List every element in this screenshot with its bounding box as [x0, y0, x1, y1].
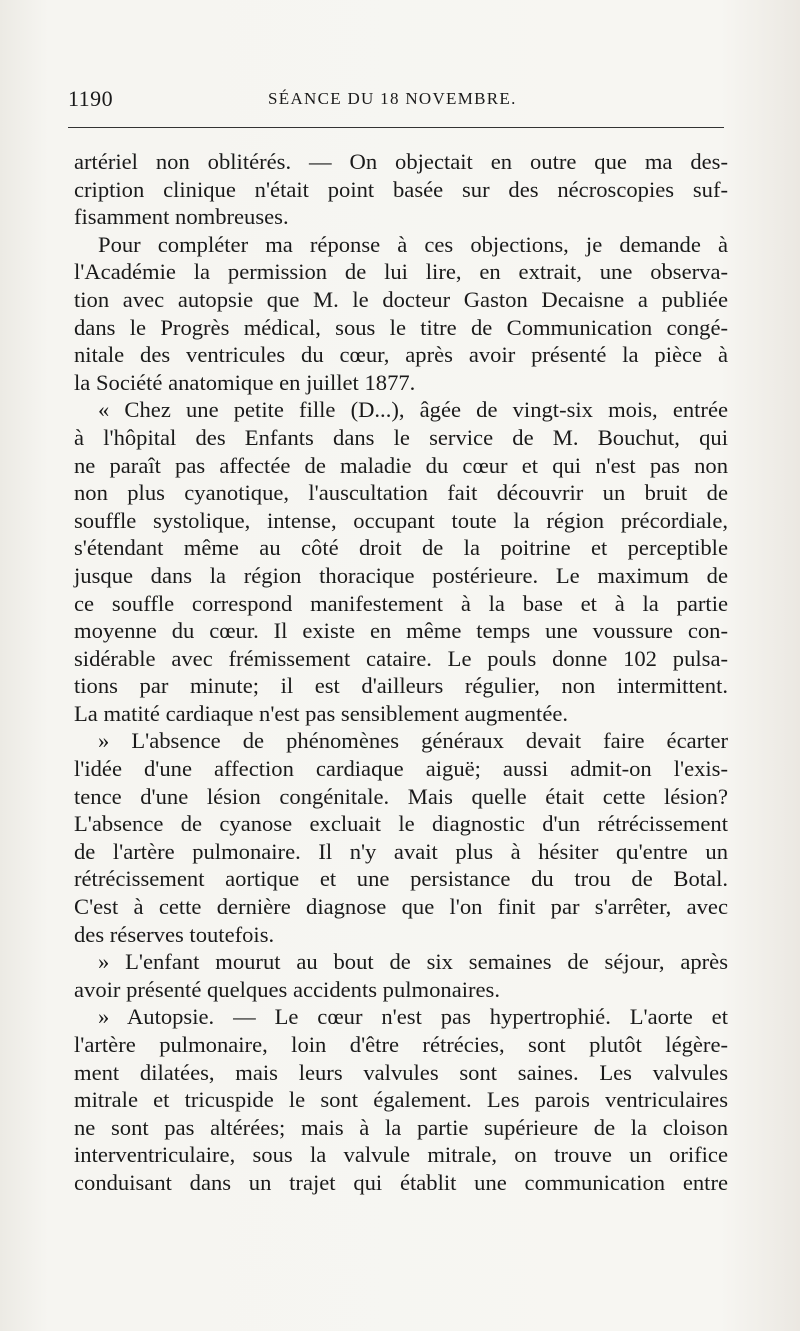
text-line: non plus cyanotique, l'auscultation fait découvrir un bruit de: [74, 480, 728, 506]
text-line: cription clinique n'était point basée sur des nécroscopies suf-: [74, 176, 728, 202]
text-line: jusque dans la région thoracique postérieure. Le maximum de: [74, 562, 728, 588]
text-line: fisamment nombreuses.: [74, 204, 289, 230]
text-line: avoir présenté quelques accidents pulmonaires.: [74, 976, 500, 1002]
header-rule: [68, 127, 724, 128]
body-text: [74, 148, 728, 1197]
page-number: 1190: [68, 86, 114, 111]
text-line: l'idée d'une affection cardiaque aiguë; aussi admit-on l'exis-: [74, 756, 728, 782]
text-line: conduisant dans un trajet qui établit une communication entre: [74, 1169, 728, 1195]
text-line: rétrécissement aortique et une persistance du trou de Botal.: [74, 866, 728, 892]
text-line: La matité cardiaque n'est pas sensiblement augmentée.: [74, 700, 569, 726]
text-line: » L'absence de phénomènes généraux devait faire écarter: [98, 728, 728, 754]
text-line: ment dilatées, mais leurs valvules sont saines. Les valvules: [74, 1059, 728, 1085]
text-line: ne paraît pas affectée de maladie du cœur et qui n'est pas non: [74, 452, 728, 478]
text-line: l'artère pulmonaire, loin d'être rétrécies, sont plutôt légère-: [74, 1032, 728, 1057]
text-line: » Autopsie. — Le cœur n'est pas hypertrophié. L'aorte et: [98, 1004, 728, 1030]
text-line: à l'hôpital des Enfants dans le service de M. Bouchut, qui: [74, 424, 728, 450]
text-line: des réserves toutefois.: [74, 921, 275, 947]
text-line: tions par minute; il est d'ailleurs régulier, non intermittent.: [74, 673, 728, 699]
text-line: de l'artère pulmonaire. Il n'y avait plus à hésiter qu'entre un: [74, 838, 728, 864]
text-line: « Chez une petite fille (D...), âgée de vingt-six mois, entrée: [98, 397, 728, 423]
text-line: L'absence de cyanose excluait le diagnostic d'un rétrécissement: [74, 811, 728, 837]
text-line: mitrale et tricuspide le sont également. Les parois ventriculaires: [74, 1087, 728, 1113]
text-line: » L'enfant mourut au bout de six semaines de séjour, après: [98, 949, 728, 975]
text-line: s'étendant même au côté droit de la poitrine et perceptible: [74, 535, 728, 561]
text-line: artériel non oblitérés. — On objectait en outre que ma des-: [74, 149, 728, 174]
text-line: ce souffle correspond manifestement à la base et à la partie: [74, 590, 728, 616]
text-line: sidérable avec frémissement cataire. Le pouls donne 102 pulsa-: [74, 645, 728, 671]
text-line: Pour compléter ma réponse à ces objections, je demande à: [98, 231, 728, 257]
text-line: nitale des ventricules du cœur, après avoir présenté la pièce à: [74, 342, 728, 368]
text-line: la Société anatomique en juillet 1877.: [74, 369, 416, 395]
running-title: SÉANCE DU 18 NOVEMBRE.: [268, 89, 517, 108]
text-line: ne sont pas altérées; mais à la partie supérieure de la cloison: [74, 1114, 728, 1140]
text-line: tence d'une lésion congénitale. Mais quelle était cette lésion?: [74, 783, 728, 809]
page-header: [68, 86, 724, 120]
text-line: souffle systolique, intense, occupant toute la région précordiale,: [74, 507, 728, 533]
text-line: interventriculaire, sous la valvule mitrale, on trouve un orifice: [74, 1142, 728, 1168]
text-line: C'est à cette dernière diagnose que l'on finit par s'arrêter, avec: [74, 894, 728, 920]
text-line: dans le Progrès médical, sous le titre de Communication congé-: [74, 314, 728, 340]
text-line: moyenne du cœur. Il existe en même temps une voussure con-: [74, 618, 728, 644]
text-line: l'Académie la permission de lui lire, en extrait, une observa-: [74, 259, 728, 285]
text-line: tion avec autopsie que M. le docteur Gaston Decaisne a publiée: [74, 286, 728, 312]
